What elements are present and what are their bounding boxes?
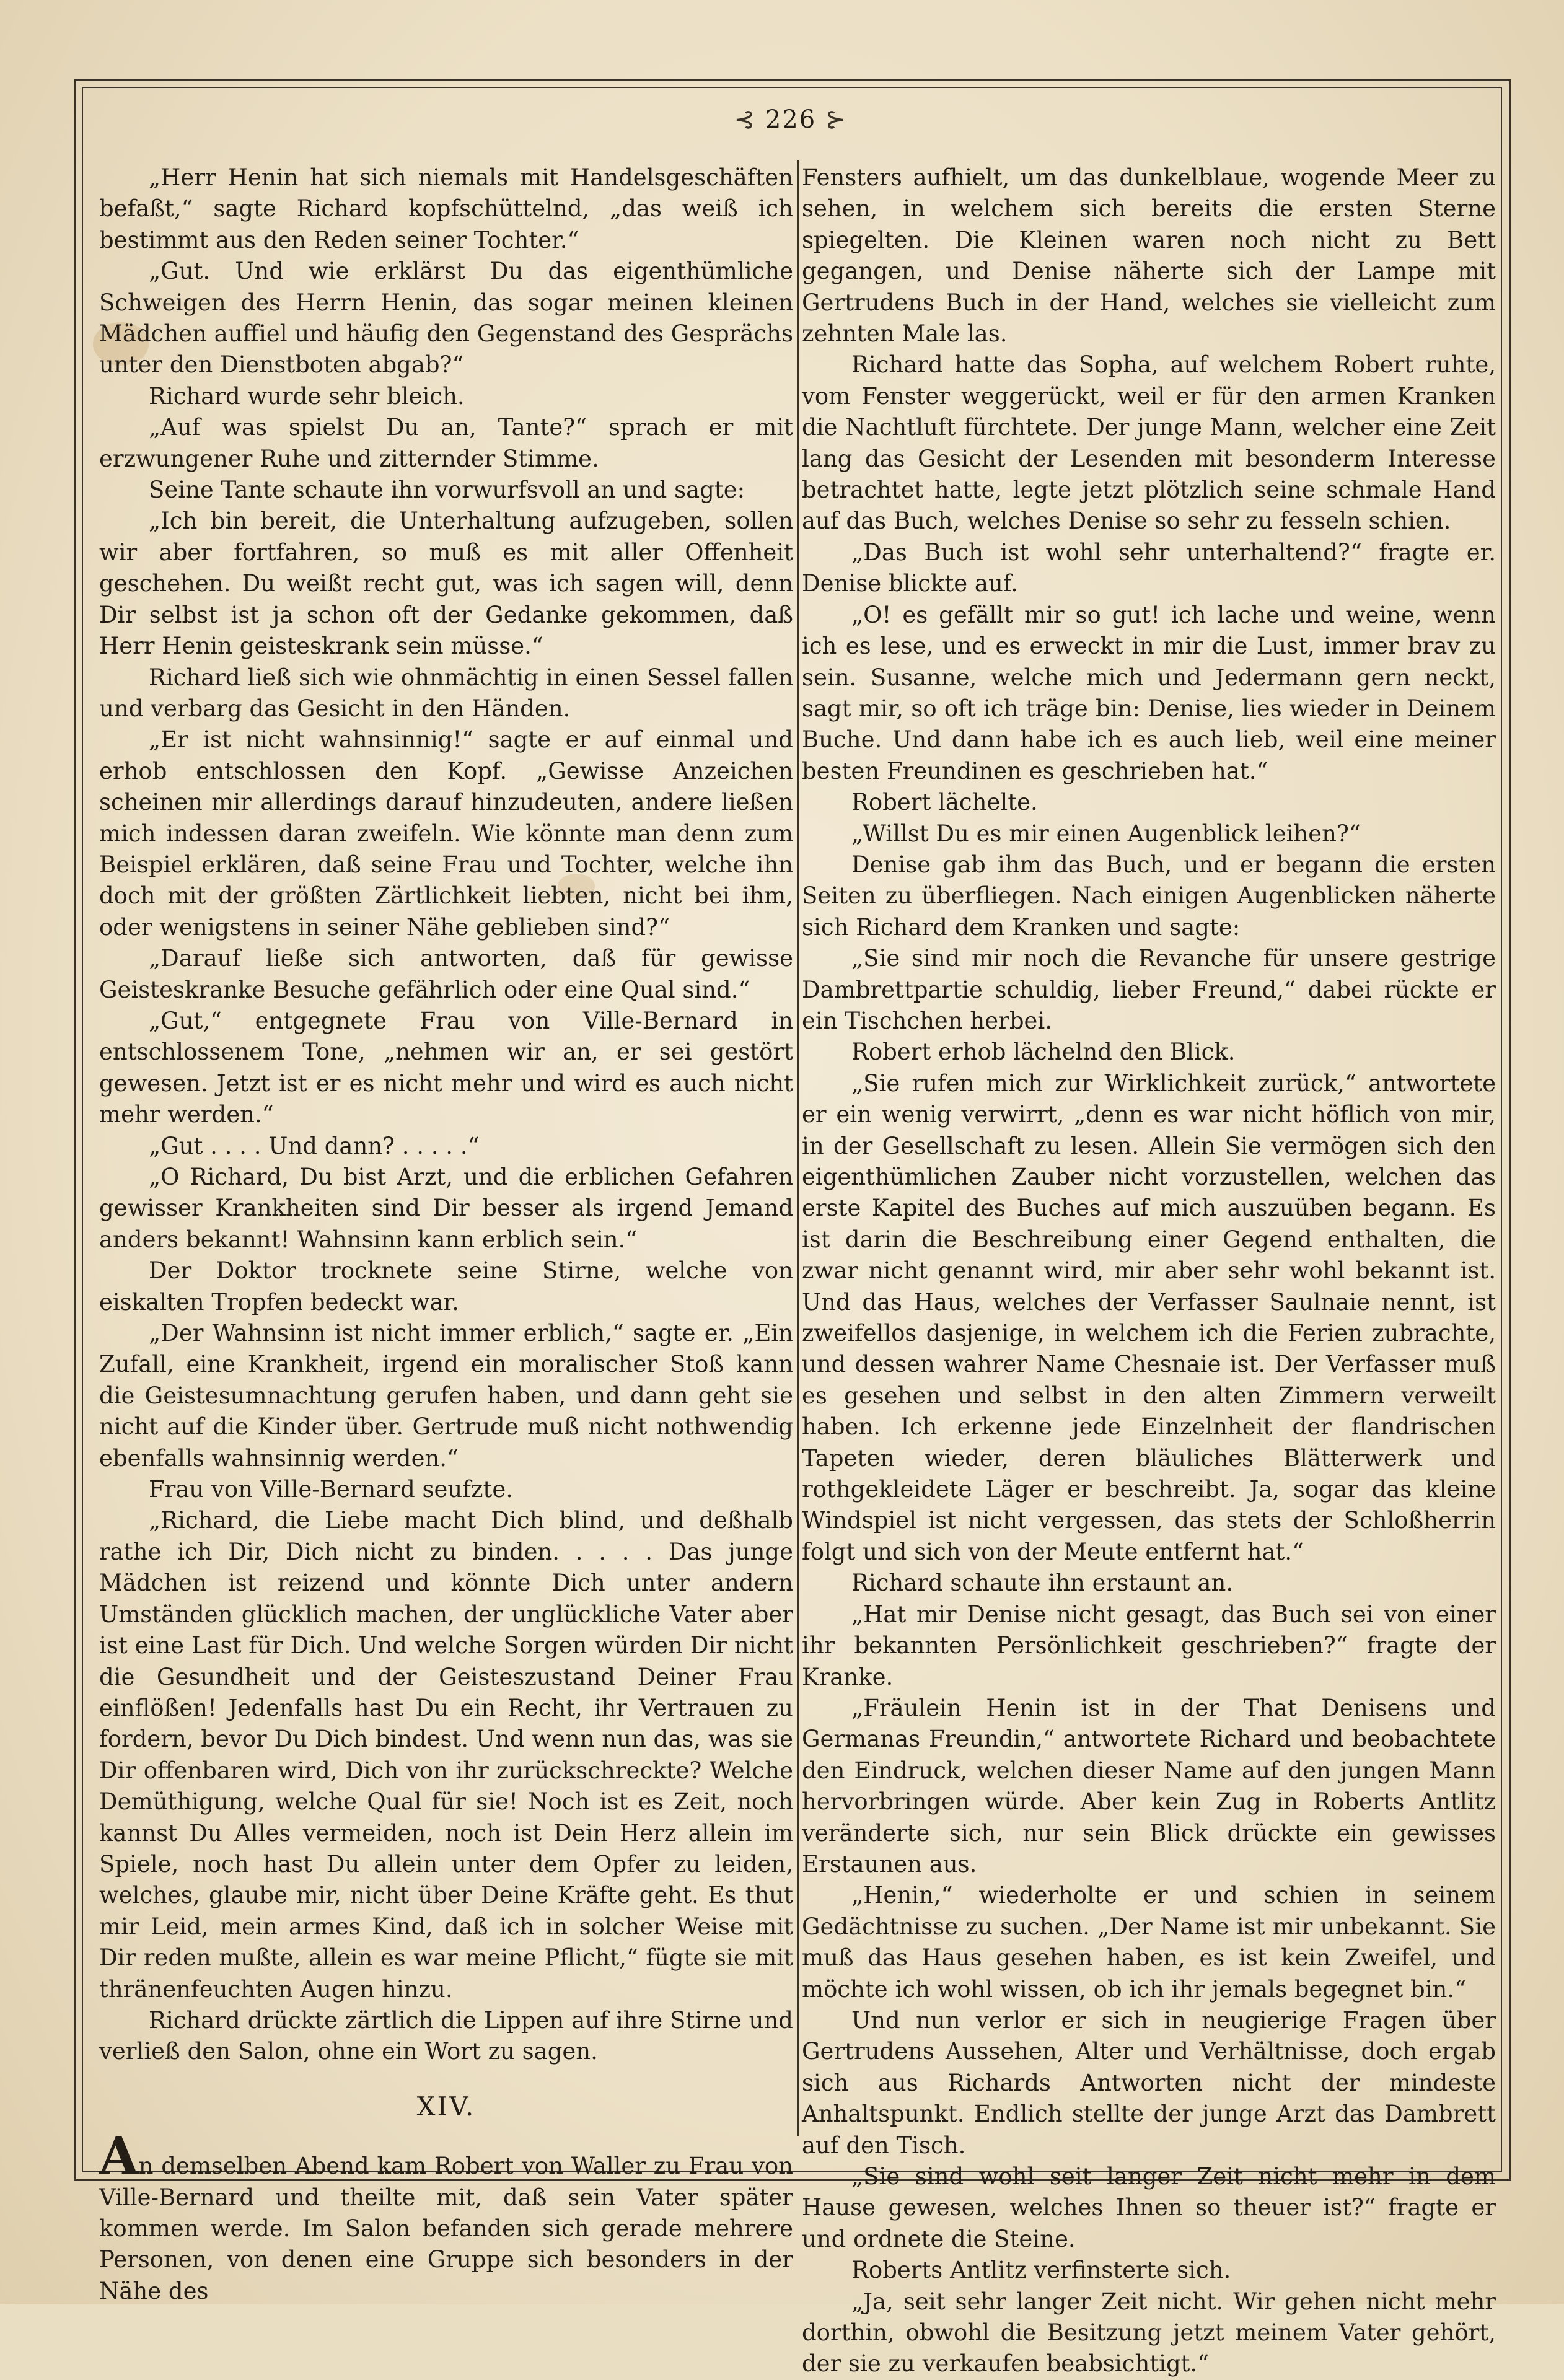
paragraph: Robert lächelte. [851,789,1038,816]
paragraph: „Willst Du es mir einen Augenblick leihen?“ [851,820,1361,847]
paragraph: „Gut . . . . Und dann? . . . . .“ [149,1132,480,1159]
right-column [802,162,1496,2380]
paragraph: „Sie rufen mich zur Wirklichkeit zurück,“ antwortete er ein wenig verwirrt, „denn es war nicht höflich von mir, in der Gesellschaft zu lesen. Allein Sie vermögen sich den eigenthümlichen Zauber nicht vorzustellen, welchen das erste Kapitel des Buches auf mich auszuüben begann. Es ist darin die Beschreibung einer Gegend enthalten, die zwar nicht genannt wird, mir aber sehr wohl bekannt ist. Und das Haus, welches der Verfasser Saulnaie nennt, ist zweifellos dasjenige, in welchem ich die Ferien zubrachte, und dessen wahrer Name Chesnaie ist. Der Verfasser muß es gesehen und selbst in den alten Zimmern verweilt haben. Ich erkenne jede Einzelnheit der flandrischen Tapeten wieder, deren bläuliches Blätterwerk und rothgekleidete Läger er beschreibt. Ja, sogar das kleine Windspiel ist nicht vergessen, das stets der Schloßherrin folgt und sich von der Meute entfernt hat.“ [802,1069,1496,1565]
paragraph: „Richard, die Liebe macht Dich blind, und deßhalb rathe ich Dir, Dich nicht zu binden. . . . . Das junge Mädchen ist reizend und könnte Dich unter andern Umständen glücklich machen, der unglückliche Vater aber ist eine Last für Dich. Und welche Sorgen würden Dir nicht die Gesundheit und der Geisteszustand Deiner Frau einflößen! Jedenfalls hast Du ein Recht, ihr Vertrauen zu fordern, bevor Du Dich bindest. Und wenn nun das, was sie Dir offenbaren wird, Dich von ihr zurückschreckte? Welche Demüthigung, welche Qual für sie! Noch ist es Zeit, noch kannst Du Alles vermeiden, noch ist Dein Herz allein im Spiele, noch hast Du allein unter dem Opfer zu leiden, welches, glaube mir, nicht über Deine Kräfte geht. Es thut mir Leid, mein armes Kind, daß ich in solcher Weise mit Dir reden mußte, allein es war meine Pflicht,“ fügte sie mit thränenfeuchten Augen hinzu. [99,1507,794,2003]
paragraph: „Henin,“ wiederholte er und schien in seinem Gedächtnisse zu suchen. „Der Name ist mir unbekannt. Sie muß das Haus gesehen haben, es ist kein Zweifel, und möchte ich wohl wissen, ob ich ihr jemals begegnet bin.“ [802,1882,1496,2003]
paragraph: Frau von Ville-Bernard seufzte. [149,1476,513,1503]
paragraph: „Ja, seit sehr langer Zeit nicht. Wir gehen nicht mehr dorthin, obwohl die Besitzung jetzt meinem Vater gehört, der sie zu verkaufen beabsichtigt.“ [802,2288,1496,2378]
page-number: 226 [765,105,817,134]
paragraph: Richard ließ sich wie ohnmächtig in einen Sessel fallen und verbarg das Gesicht in den Händen. [99,664,793,722]
chapter-heading: XIV. [416,2091,476,2122]
paragraph: Robert erhob lächelnd den Blick. [851,1039,1236,1066]
paragraph: „Sie sind wohl seit langer Zeit nicht mehr in dem Hause gewesen, welches Ihnen so theuer ist?“ fragte er und ordnete die Steine. [802,2163,1496,2252]
paragraph: Richard schaute ihn erstaunt an. [851,1570,1234,1597]
paragraph: „Er ist nicht wahnsinnig!“ sagte er auf einmal und erhob entschlossen den Kopf. „Gewisse Anzeichen scheinen mir allerdings darauf hinzudeuten, andere ließen mich indessen daran zweifeln. Wie könnte man denn zum Beispiel erklären, daß seine Frau und Tochter, welche ihn doch mit der größten Zärtlichkeit liebten, nicht bei ihm, oder wenigstens in seiner Nähe geblieben sind?“ [99,726,793,941]
paragraph-continuation: Fensters aufhielt, um das dunkelblaue, wogende Meer zu sehen, in welchem sich bereits die ersten Sterne spiegelten. Die Kleinen waren noch nicht zu Bett gegangen, und Denise näherte sich der Lampe mit Gertrudens Buch in der Hand, welches sie vielleicht zum zehnten Male las. [802,164,1496,348]
paragraph: „O! es gefällt mir so gut! ich lache und weine, wenn ich es lese, und es erweckt in mir die Lust, immer brav zu sein. Susanne, welche mich und Jedermann gern neckt, sagt mir, so oft ich träge bin: Denise, lies wieder in Deinem Buche. Und dann habe ich es auch lieb, weil eine meiner besten Freundinen es geschrieben hat.“ [802,601,1496,784]
paragraph: „Darauf ließe sich antworten, daß für gewisse Geisteskranke Besuche gefährlich oder eine Qual sind.“ [99,945,793,1003]
column-divider [797,160,799,2136]
paragraph: „Fräulein Henin ist in der That Denisens und Germanas Freundin,“ antwortete Richard und beobachtete den Eindruck, welchen dieser Name auf den jungen Mann hervorbringen würde. Aber kein Zug in Roberts Antlitz veränderte sich, nur sein Blick drückte ein gewisses Erstaunen aus. [802,1694,1496,1877]
ornament-right-icon: ⊱ [825,105,848,134]
paragraph: „Das Buch ist wohl sehr unterhaltend?“ fragte er. Denise blickte auf. [802,538,1496,597]
paragraph: „Hat mir Denise nicht gesagt, das Buch sei von einer ihr bekannten Persönlichkeit geschrieben?“ fragte der Kranke. [802,1601,1496,1690]
paragraph: „Ich bin bereit, die Unterhaltung aufzugeben, sollen wir aber fortfahren, so muß es mit aller Offenheit geschehen. Du weißt recht gut, was ich sagen will, denn Dir selbst ist ja schon oft der Gedanke gekommen, daß Herr Henin geisteskrank sein müsse.“ [99,507,793,660]
page-header [82,105,1500,143]
paragraph: Denise gab ihm das Buch, und er begann die ersten Seiten zu überfliegen. Nach einigen Augenblicken näherte sich Richard dem Kranken und sagte: [802,851,1496,941]
paragraph: „Gut. Und wie erklärst Du das eigenthümliche Schweigen des Herrn Henin, das sogar meinen kleinen Mädchen auffiel und häufig den Gegenstand des Gesprächs unter den Dienstboten abgab?“ [99,258,793,379]
paragraph: Richard drückte zärtlich die Lippen auf ihre Stirne und verließ den Salon, ohne ein Wort zu sagen. [99,2006,793,2065]
paragraph: Richard hatte das Sopha, auf welchem Robert ruhte, vom Fenster weggerückt, weil er für den armen Kranken die Nachtluft fürchtete. Der junge Mann, welcher eine Zeit lang das Gesicht der Lesenden mit besonderm Interesse betrachtet hatte, legte jetzt plötzlich seine schmale Hand auf das Buch, welches Denise so sehr zu fesseln schien. [802,351,1496,535]
paragraph: „O Richard, Du bist Arzt, und die erblichen Gefahren gewisser Krankheiten sind Dir besser als irgend Jemand anders bekannt! Wahnsinn kann erblich sein.“ [99,1164,793,1253]
paragraph: Und nun verlor er sich in neugierige Fragen über Gertrudens Aussehen, Alter und Verhältnisse, doch ergab sich aus Richards Antworten nicht der mindeste Anhaltspunkt. Endlich stellte der junge Arzt das Dambrett auf den Tisch. [802,2006,1496,2159]
paragraph: „Sie sind mir noch die Revanche für unsere gestrige Dambrettpartie schuldig, lieber Freund,“ dabei rückte er ein Tischchen herbei. [802,945,1496,1034]
paragraph: „Auf was spielst Du an, Tante?“ sprach er mit erzwungener Ruhe und zitternder Stimme. [99,414,793,472]
chapter-opening-paragraph [99,2127,793,2307]
left-column [99,162,793,2307]
chapter-opening-text: n demselben Abend kam Robert von Waller zu Frau von Ville-Bernard und theilte mit, daß sein Vater später kommen werde. Im Salon befanden sich gerade mehrere Personen, von denen eine Gruppe sich besonders in der Nähe des [99,2153,793,2304]
paragraph: „Herr Henin hat sich niemals mit Handelsgeschäften befaßt,“ sagte Richard kopfschüttelnd, „das weiß ich bestimmt aus den Reden seiner Tochter.“ [99,164,793,253]
paragraph: „Der Wahnsinn ist nicht immer erblich,“ sagte er. „Ein Zufall, eine Krankheit, irgend ein moralischer Stoß kann die Geistesumnachtung gerufen haben, und dann geht sie nicht auf die Kinder über. Gertrude muß nicht nothwendig ebenfalls wahnsinnig werden.“ [99,1320,793,1472]
paragraph: Seine Tante schaute ihn vorwurfsvoll an und sagte: [149,476,745,504]
paragraph: „Gut,“ entgegnete Frau von Ville-Bernard in entschlossenem Tone, „nehmen wir an, er sei gestört gewesen. Jetzt ist er es nicht mehr und wird es auch nicht mehr werden.“ [99,1007,793,1128]
drop-cap: A [99,2127,139,2187]
paragraph: Richard wurde sehr bleich. [149,382,465,410]
paragraph: Der Doktor trocknete seine Stirne, welche von eiskalten Tropfen bedeckt war. [99,1257,793,1315]
ornament-left-icon: ⊰ [734,105,757,134]
paragraph: Roberts Antlitz verfinsterte sich. [851,2257,1231,2284]
